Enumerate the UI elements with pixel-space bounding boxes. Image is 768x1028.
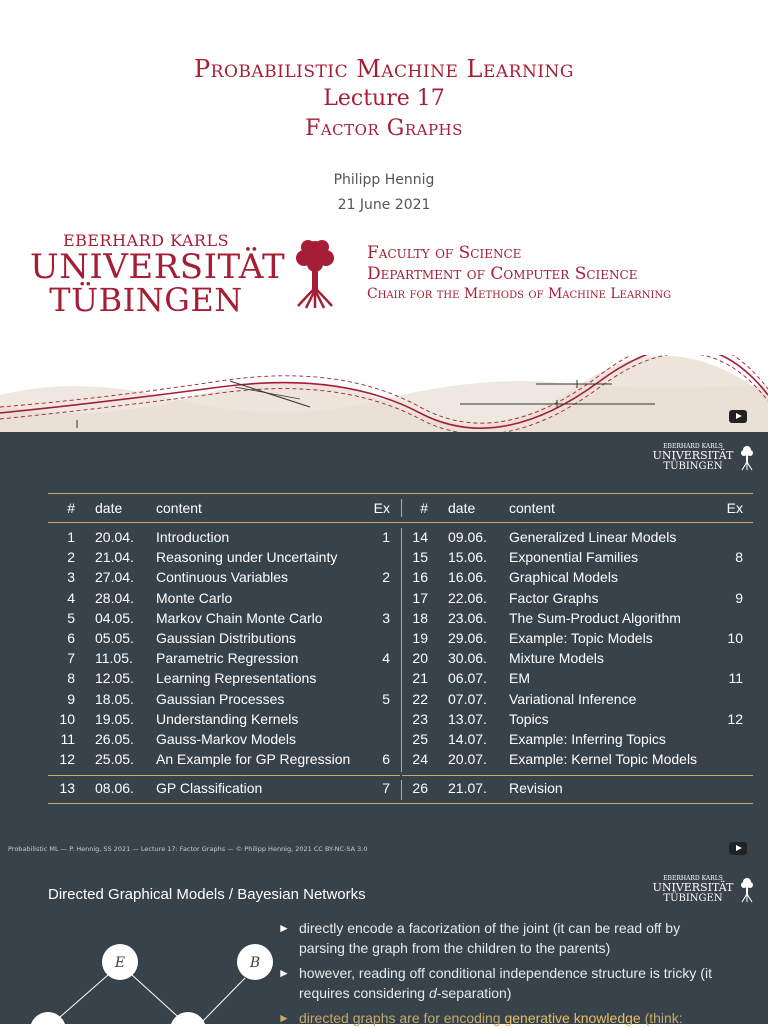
table-rule-top bbox=[48, 493, 753, 494]
university-logo-small: EBERHARD KARLS UNIVERSITÄT TÜBINGEN bbox=[652, 443, 762, 473]
table-cell-date: 16.06. bbox=[448, 569, 487, 585]
table-cell-ex: 9 bbox=[735, 590, 743, 606]
table-cell-content: Generalized Linear Models bbox=[509, 529, 677, 545]
table-cell-ex: 3 bbox=[382, 610, 390, 626]
table-cell-content: Example: Inferring Topics bbox=[509, 731, 666, 747]
table-cell-date: 07.07. bbox=[448, 691, 487, 707]
slide-footer: Probabilistic ML — P. Hennig, SS 2021 — Lecture 17: Factor Graphs — © Philipp Hennig, 2021 CC BY-NC-SA 3.0 bbox=[8, 845, 368, 853]
tree-logo-icon bbox=[740, 877, 754, 903]
table-cell-num: 23 bbox=[412, 711, 428, 727]
course-title: Probabilistic Machine Learning bbox=[194, 55, 574, 83]
table-cell-ex: 12 bbox=[727, 711, 743, 727]
faculty-name: Faculty of Science bbox=[367, 243, 522, 263]
table-cell-content: EM bbox=[509, 670, 530, 686]
table-cell-content: Example: Kernel Topic Models bbox=[509, 751, 698, 767]
table-cell-date: 09.06. bbox=[448, 529, 487, 545]
table-cell-num: 22 bbox=[412, 691, 428, 707]
table-cell-ex: 5 bbox=[382, 691, 390, 707]
column-separator bbox=[401, 780, 402, 800]
table-cell-content: Topics bbox=[509, 711, 549, 727]
table-cell-content: Markov Chain Monte Carlo bbox=[156, 610, 323, 626]
table-cell-date: 13.07. bbox=[448, 711, 487, 727]
column-header-num: # bbox=[420, 500, 428, 516]
table-cell-content: Variational Inference bbox=[509, 691, 637, 707]
table-cell-date: 23.06. bbox=[448, 610, 487, 626]
column-header-ex: Ex bbox=[726, 500, 743, 516]
table-cell-num: 6 bbox=[67, 630, 75, 646]
table-rule-header bbox=[48, 522, 753, 523]
table-cell-num: 14 bbox=[412, 529, 428, 545]
table-cell-num: 15 bbox=[412, 549, 428, 565]
table-cell-date: 28.04. bbox=[95, 590, 134, 606]
table-cell-num: 13 bbox=[59, 780, 75, 796]
table-cell-ex: 2 bbox=[382, 569, 390, 585]
lecture-date: 21 June 2021 bbox=[337, 197, 431, 213]
table-cell-num: 9 bbox=[67, 691, 75, 707]
table-cell-ex: 11 bbox=[728, 670, 743, 686]
table-cell-content: Gauss-Markov Models bbox=[156, 731, 297, 747]
table-cell-num: 5 bbox=[67, 610, 75, 626]
table-cell-content: Parametric Regression bbox=[156, 650, 299, 666]
table-cell-content: GP Classification bbox=[156, 780, 263, 796]
tree-logo-icon bbox=[740, 445, 754, 471]
table-cell-content: Mixture Models bbox=[509, 650, 604, 666]
table-cell-date: 27.04. bbox=[95, 569, 134, 585]
lecture-number: Lecture 17 bbox=[323, 86, 445, 111]
table-cell-content: Exponential Families bbox=[509, 549, 639, 565]
university-logo: EBERHARD KARLS UNIVERSITÄT TÜBINGEN bbox=[30, 231, 286, 319]
column-header-date: date bbox=[95, 500, 123, 516]
table-cell-date: 26.05. bbox=[95, 731, 134, 747]
table-cell-date: 11.05. bbox=[95, 650, 133, 666]
table-cell-num: 24 bbox=[412, 751, 428, 767]
table-cell-content: Understanding Kernels bbox=[156, 711, 299, 727]
table-cell-date: 22.06. bbox=[448, 590, 487, 606]
table-cell-content: Factor Graphs bbox=[509, 590, 599, 606]
youtube-play-icon[interactable] bbox=[729, 410, 747, 423]
table-cell-num: 4 bbox=[67, 590, 75, 606]
decorative-gp-wave bbox=[0, 355, 768, 432]
table-cell-date: 20.04. bbox=[95, 529, 134, 545]
table-cell-date: 14.07. bbox=[448, 731, 487, 747]
table-cell-date: 18.05. bbox=[95, 691, 134, 707]
column-header-num: # bbox=[67, 500, 75, 516]
table-cell-ex: 7 bbox=[382, 780, 390, 796]
table-cell-date: 25.05. bbox=[95, 751, 134, 767]
table-cell-num: 10 bbox=[59, 711, 75, 727]
table-cell-ex: 6 bbox=[382, 751, 390, 767]
youtube-play-icon[interactable] bbox=[729, 842, 747, 855]
author-name: Philipp Hennig bbox=[333, 172, 435, 188]
table-cell-num: 7 bbox=[67, 650, 75, 666]
table-cell-content: Introduction bbox=[156, 529, 230, 545]
table-cell-content: The Sum-Product Algorithm bbox=[509, 610, 681, 626]
table-cell-content: Gaussian Processes bbox=[156, 691, 285, 707]
table-cell-date: 21.04. bbox=[95, 549, 134, 565]
table-cell-date: 19.05. bbox=[95, 711, 134, 727]
table-cell-date: 15.06. bbox=[448, 549, 487, 565]
table-cell-num: 12 bbox=[59, 751, 75, 767]
table-cell-date: 08.06. bbox=[95, 780, 134, 796]
table-cell-content: Reasoning under Uncertainty bbox=[156, 549, 338, 565]
table-cell-ex: 10 bbox=[727, 630, 743, 646]
table-cell-content: Example: Topic Models bbox=[509, 630, 653, 646]
bullet-arrow-icon: ► bbox=[278, 921, 290, 935]
column-separator bbox=[401, 499, 402, 517]
table-cell-content: An Example for GP Regression bbox=[156, 751, 351, 767]
bayes-net-diagram bbox=[0, 930, 278, 1024]
edge-b bbox=[200, 978, 245, 1024]
table-cell-content: Monte Carlo bbox=[156, 590, 233, 606]
table-cell-num: 21 bbox=[412, 670, 428, 686]
table-cell-num: 3 bbox=[67, 569, 75, 585]
table-cell-ex: 8 bbox=[735, 549, 743, 565]
node-partial-left bbox=[30, 1012, 66, 1024]
table-cell-num: 18 bbox=[412, 610, 428, 626]
table-rule-mid-right bbox=[402, 775, 753, 776]
column-header-content: content bbox=[509, 500, 555, 516]
table-cell-date: 20.07. bbox=[448, 751, 487, 767]
table-cell-num: 19 bbox=[412, 630, 428, 646]
schedule-slide bbox=[0, 432, 768, 864]
column-header-date: date bbox=[448, 500, 476, 516]
chair-name: Chair for the Methods of Machine Learning bbox=[367, 286, 672, 302]
table-cell-date: 29.06. bbox=[448, 630, 487, 646]
table-cell-num: 25 bbox=[412, 731, 428, 747]
table-cell-content: Graphical Models bbox=[509, 569, 618, 585]
table-cell-date: 12.05. bbox=[95, 670, 134, 686]
table-cell-content: Gaussian Distributions bbox=[156, 630, 297, 646]
table-cell-num: 8 bbox=[67, 670, 75, 686]
table-cell-content: Learning Representations bbox=[156, 670, 317, 686]
column-header-ex: Ex bbox=[373, 500, 390, 516]
table-cell-ex: 4 bbox=[382, 650, 390, 666]
table-cell-num: 11 bbox=[60, 731, 75, 747]
lecture-title: Factor Graphs bbox=[305, 116, 463, 141]
table-cell-date: 30.06. bbox=[448, 650, 487, 666]
bullet-arrow-icon: ► bbox=[278, 966, 290, 980]
table-cell-num: 26 bbox=[412, 780, 428, 796]
table-cell-num: 2 bbox=[67, 549, 75, 565]
table-cell-num: 16 bbox=[412, 569, 428, 585]
column-header-content: content bbox=[156, 500, 202, 516]
table-rule-mid-left bbox=[48, 775, 400, 776]
table-cell-num: 20 bbox=[412, 650, 428, 666]
table-cell-date: 04.05. bbox=[95, 610, 134, 626]
table-cell-ex: 1 bbox=[382, 529, 390, 545]
slide-title: Directed Graphical Models / Bayesian Networks bbox=[48, 886, 366, 903]
table-cell-date: 06.07. bbox=[448, 670, 487, 686]
edge-e-left bbox=[52, 975, 108, 1024]
table-cell-content: Continuous Variables bbox=[156, 569, 289, 585]
tree-logo-icon bbox=[292, 238, 338, 310]
table-cell-date: 05.05. bbox=[95, 630, 134, 646]
department-name: Department of Computer Science bbox=[367, 264, 638, 284]
node-e-label: E bbox=[114, 955, 126, 971]
title-slide bbox=[0, 0, 768, 432]
table-cell-content: Revision bbox=[509, 780, 563, 796]
column-separator bbox=[401, 528, 402, 772]
node-b-label: B bbox=[249, 955, 261, 971]
table-rule-bottom bbox=[48, 803, 753, 804]
university-logo-small: EBERHARD KARLS UNIVERSITÄT TÜBINGEN bbox=[652, 875, 762, 905]
table-cell-num: 1 bbox=[67, 529, 75, 545]
table-cell-num: 17 bbox=[412, 590, 428, 606]
bullet-arrow-icon: ► bbox=[278, 1011, 290, 1025]
table-cell-date: 21.07. bbox=[448, 780, 487, 796]
